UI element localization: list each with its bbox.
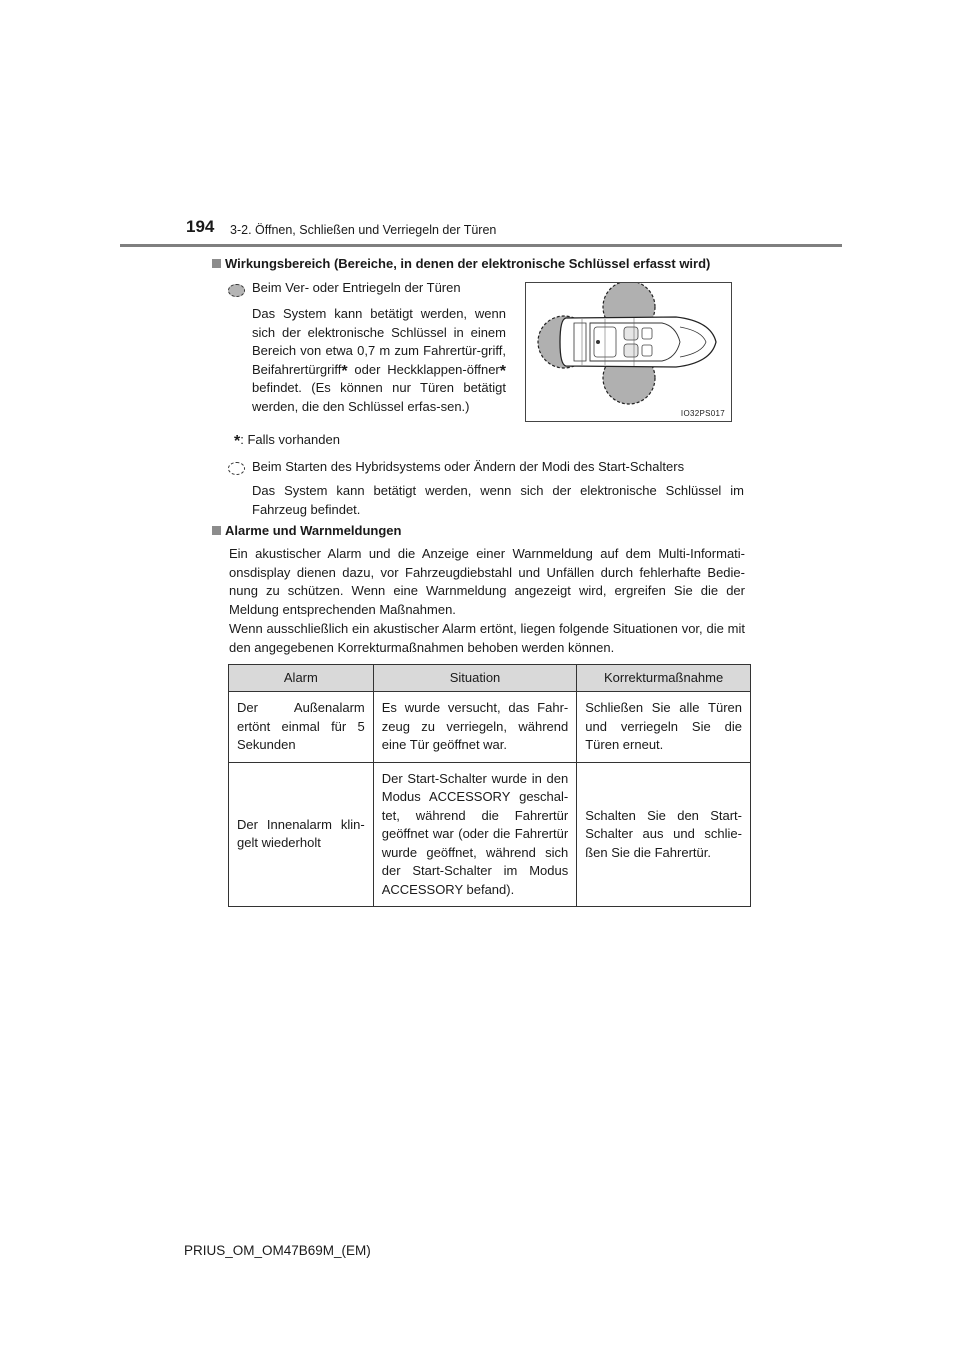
table-cell: Es wurde versucht, das Fahr-zeug zu verriegeln, während eine Tür geöffnet war. bbox=[373, 692, 577, 763]
bullet-square-icon bbox=[212, 526, 221, 535]
bullet-square-icon bbox=[212, 259, 221, 268]
table-cell: Der Innenalarm klin-gelt wiederholt bbox=[229, 762, 374, 907]
item2-text: Das System kann betätigt werden, wenn sich der elektronische Schlüssel im Fahrzeug befindet. bbox=[252, 483, 744, 517]
table-cell: Schalten Sie den Start-Schalter aus und schlie-ßen Sie die Fahrertür. bbox=[577, 762, 751, 907]
table-header-row bbox=[229, 665, 751, 692]
footnote: *: Falls vorhanden bbox=[234, 432, 340, 450]
page-number: 194 bbox=[186, 217, 215, 236]
car-top-view-illustration bbox=[526, 283, 731, 421]
table-header-situation: Situation bbox=[373, 665, 577, 692]
key-range-figure bbox=[525, 282, 732, 422]
alarms-paragraph-1: Ein akustischer Alarm und die Anzeige einer Warnmeldung auf dem Multi-Informati-onsdisplay dienen dazu, vor Fahrzeugdiebstahl und Unfällen durch fehlerhafte Bedie-nung zu schützen. Wenn eine Warnmeldung angezeigt wird, ergreifen Sie die der Meldung entsprechenden Maßnahmen. bbox=[229, 546, 745, 617]
header-rule bbox=[120, 244, 842, 247]
range-heading: Wirkungsbereich (Bereiche, in denen der elektronische Schlüssel erfasst wird) bbox=[212, 256, 710, 271]
table-cell: Der Außenalarm ertönt einmal für 5 Sekunden bbox=[229, 692, 374, 763]
table-cell: Der Start-Schalter wurde in den Modus ACCESSORY geschal-tet, während die Fahrertür geöffnet war (oder die Fahrertür wurde geöffnet, während sich der Start-Schalter im Modus ACCESSORY befand). bbox=[373, 762, 577, 907]
item1-text: Das System kann betätigt werden, wenn sich der elektronische Schlüssel in einem Bereich von etwa 0,7 m zum Fahrertür-griff, Beifahrertürgriff* oder Heckklappen-öffner* befindet. (Es können nur Türen betätigt werden, die den Schlüssel erfas-sen.) bbox=[252, 306, 506, 414]
alarms-heading: Alarme und Warnmeldungen bbox=[212, 523, 401, 538]
footer-doc-code: PRIUS_OM_OM47B69M_(EM) bbox=[184, 1243, 371, 1258]
alarms-paragraph-2: Wenn ausschließlich ein akustischer Alarm ertönt, liegen folgende Situationen vor, die mit den angegebenen Korrekturmaßnahmen behoben werden können. bbox=[229, 621, 745, 655]
figure-code: IO32PS017 bbox=[680, 409, 725, 418]
section-title: 3-2. Öffnen, Schließen und Verriegeln der Türen bbox=[230, 223, 497, 237]
alarm-table bbox=[228, 664, 751, 907]
dashed-circle-filled-icon bbox=[228, 284, 245, 297]
item1-title: Beim Ver- oder Entriegeln der Türen bbox=[252, 280, 461, 295]
item2-title: Beim Starten des Hybridsystems oder Ändern der Modi des Start-Schalters bbox=[252, 459, 685, 474]
table-row bbox=[229, 762, 751, 907]
table-cell: Schließen Sie alle Türen und verriegeln Sie die Türen erneut. bbox=[577, 692, 751, 763]
table-row bbox=[229, 692, 751, 763]
dashed-circle-empty-icon bbox=[228, 462, 245, 475]
table-header-correction: Korrekturmaßnahme bbox=[577, 665, 751, 692]
table-header-alarm: Alarm bbox=[229, 665, 374, 692]
